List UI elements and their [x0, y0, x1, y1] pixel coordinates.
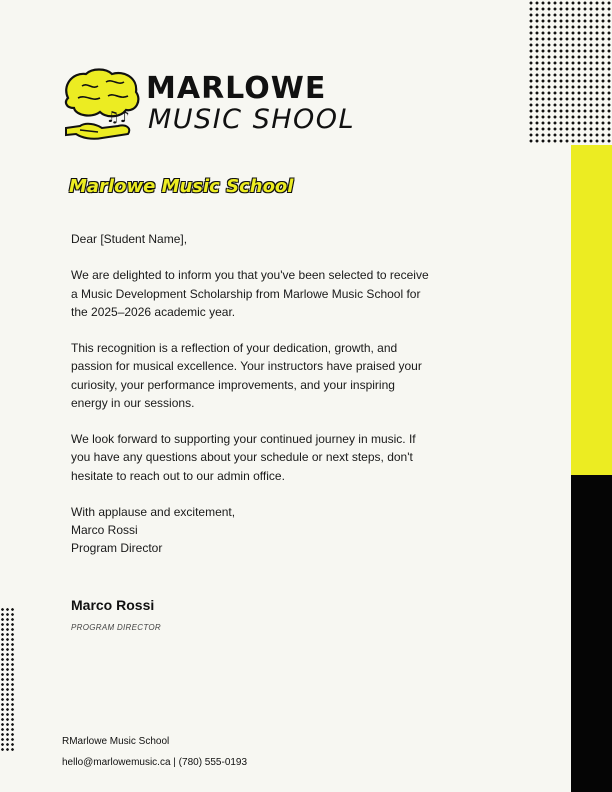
letter-paragraph-3: We look forward to supporting your continued journey in music. If you have any questions about your schedule or next steps, don't hesitate to reach out to our admin office. — [71, 432, 416, 483]
letter-paragraph-1: We are delighted to inform you that you've been selected to receive a Music Development Scholarship from Marlowe Music School for the 2025–2026 academic year. — [71, 268, 429, 319]
letter-closing-name: Marco Rossi — [71, 523, 138, 538]
page-title: Marlowe Music School — [69, 176, 294, 197]
svg-text:♪: ♪ — [120, 108, 130, 126]
letter-closing-line: With applause and excitement, — [71, 504, 236, 519]
letter-closing-title: Program Director — [71, 541, 163, 556]
letter-paragraph-2: This recognition is a reflection of your dedication, growth, and passion for musical excellence. Your instructors have praised your curiosity, your performance improvements, and your inspiring energy in our sessions. — [71, 341, 422, 410]
letter-body — [71, 230, 433, 558]
svg-text:♫: ♫ — [106, 108, 120, 126]
sidebar-yellow-band — [571, 145, 612, 475]
letter-greeting: Dear [Student Name], — [71, 232, 188, 246]
footer-contact: hello@marlowemusic.ca | (780) 555-0193 — [62, 757, 248, 768]
signature-title: PROGRAM DIRECTOR — [71, 623, 161, 632]
dot-pattern-top — [528, 0, 612, 145]
dot-pattern-left — [0, 607, 14, 752]
footer-school-name: RMarlowe Music School — [62, 736, 170, 747]
logo-subtitle: MUSIC SHOOL — [148, 104, 356, 135]
school-logo — [62, 68, 372, 142]
logo-title: MARLOWE — [146, 71, 327, 106]
signature-name: Marco Rossi — [71, 597, 155, 613]
brain-music-notes-hand-icon — [62, 68, 144, 142]
sidebar-black-band — [571, 475, 612, 792]
